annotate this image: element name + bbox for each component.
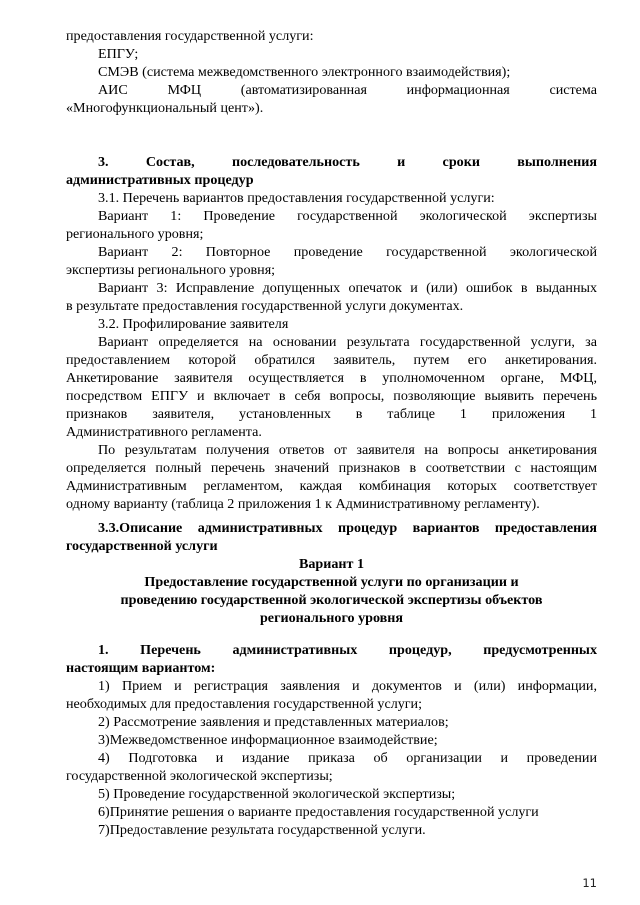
variant-3-item-continued: в результате предоставления государственной услуги документах. — [66, 298, 464, 314]
variant-1-item: Вариант 1: Проведение государственной экологической экспертизы — [98, 208, 597, 224]
variant-1-subtitle: Предоставление государственной услуги по организации и — [144, 574, 519, 590]
intro-line: предоставления государственной услуги: — [66, 28, 314, 44]
procedure-item-4: 4) Подготовка и издание приказа об организации и проведении — [98, 750, 597, 766]
profiling-paragraph-line: признаков заявителя, установленных в таблице 1 приложения 1 — [66, 406, 597, 422]
section-3-heading: 3. Состав, последовательность и сроки выполнения — [98, 154, 597, 170]
results-paragraph-line: Административным регламентом, каждая комбинация которых соответствует — [66, 478, 597, 494]
procedure-item-7: 7)Предоставление результата государственной услуги. — [98, 822, 426, 838]
procedure-item-5: 5) Проведение государственной экологической экспертизы; — [98, 786, 456, 802]
procedure-item-1: 1) Прием и регистрация заявления и документов и (или) информации, — [98, 678, 597, 694]
results-paragraph-line: определяется полный перечень значений признаков в соответствии с настоящим — [66, 460, 597, 476]
variant-2-item-continued: экспертизы регионального уровня; — [66, 262, 276, 278]
profiling-paragraph-line: Анкетирование заявителя осуществляется в уполномоченном органе, МФЦ, — [66, 370, 597, 386]
variant-1-subtitle: регионального уровня — [259, 610, 404, 626]
procedure-item-3: 3)Межведомственное информационное взаимодействие; — [98, 732, 438, 748]
procedures-list-heading-continued: настоящим вариантом: — [66, 660, 216, 676]
intro-item-epgu: ЕПГУ; — [98, 46, 139, 62]
procedure-item-2: 2) Рассмотрение заявления и представленных материалов; — [98, 714, 449, 730]
section-3-3-heading-continued: государственной услуги — [66, 538, 218, 554]
variant-1-item-continued: регионального уровня; — [66, 226, 204, 242]
section-3-heading-continued: административных процедур — [66, 172, 254, 188]
results-paragraph-line: одному варианту (таблица 2 приложения 1 к Административному регламенту). — [66, 496, 540, 512]
intro-item-smev: СМЭВ (система межведомственного электронного взаимодействия); — [98, 64, 511, 80]
variant-2-item: Вариант 2: Повторное проведение государственной экологической — [98, 244, 597, 260]
profiling-paragraph-line: Вариант определяется на основании результата государственной услуги, за — [98, 334, 597, 350]
section-3-3-heading: 3.3.Описание административных процедур вариантов предоставления — [98, 520, 597, 536]
procedures-list-heading: 1. Перечень административных процедур, предусмотренных — [98, 642, 597, 658]
results-paragraph-line: По результатам получения ответов от заявителя на вопросы анкетирования — [98, 442, 597, 458]
procedure-item-6: 6)Принятие решения о варианте предоставления государственной услуги — [98, 804, 539, 820]
profiling-paragraph-line: Административного регламента. — [66, 424, 262, 440]
profiling-paragraph-line: предоставлением которой обратился заявитель, путем его анкетирования. — [66, 352, 597, 368]
page-number: 11 — [582, 876, 597, 890]
procedure-item-4-continued: государственной экологической экспертизы; — [66, 768, 333, 784]
variant-1-title: Вариант 1 — [298, 556, 365, 572]
intro-item-ais: АИС МФЦ (автоматизированная информационная система — [98, 82, 597, 98]
procedure-item-1-continued: необходимых для предоставления государственной услуги; — [66, 696, 423, 712]
intro-item-ais-continued: «Многофункциональный цент»). — [66, 100, 264, 116]
paragraph-3-2: 3.2. Профилирование заявителя — [98, 316, 289, 332]
profiling-paragraph-line: посредством ЕПГУ и включает в себя вопросы, позволяющие выявить перечень — [66, 388, 597, 404]
variant-3-item: Вариант 3: Исправление допущенных опечаток и (или) ошибок в выданных — [98, 280, 597, 296]
variant-1-subtitle: проведению государственной экологической экспертизы объектов — [120, 592, 543, 608]
paragraph-3-1: 3.1. Перечень вариантов предоставления государственной услуги: — [98, 190, 495, 206]
